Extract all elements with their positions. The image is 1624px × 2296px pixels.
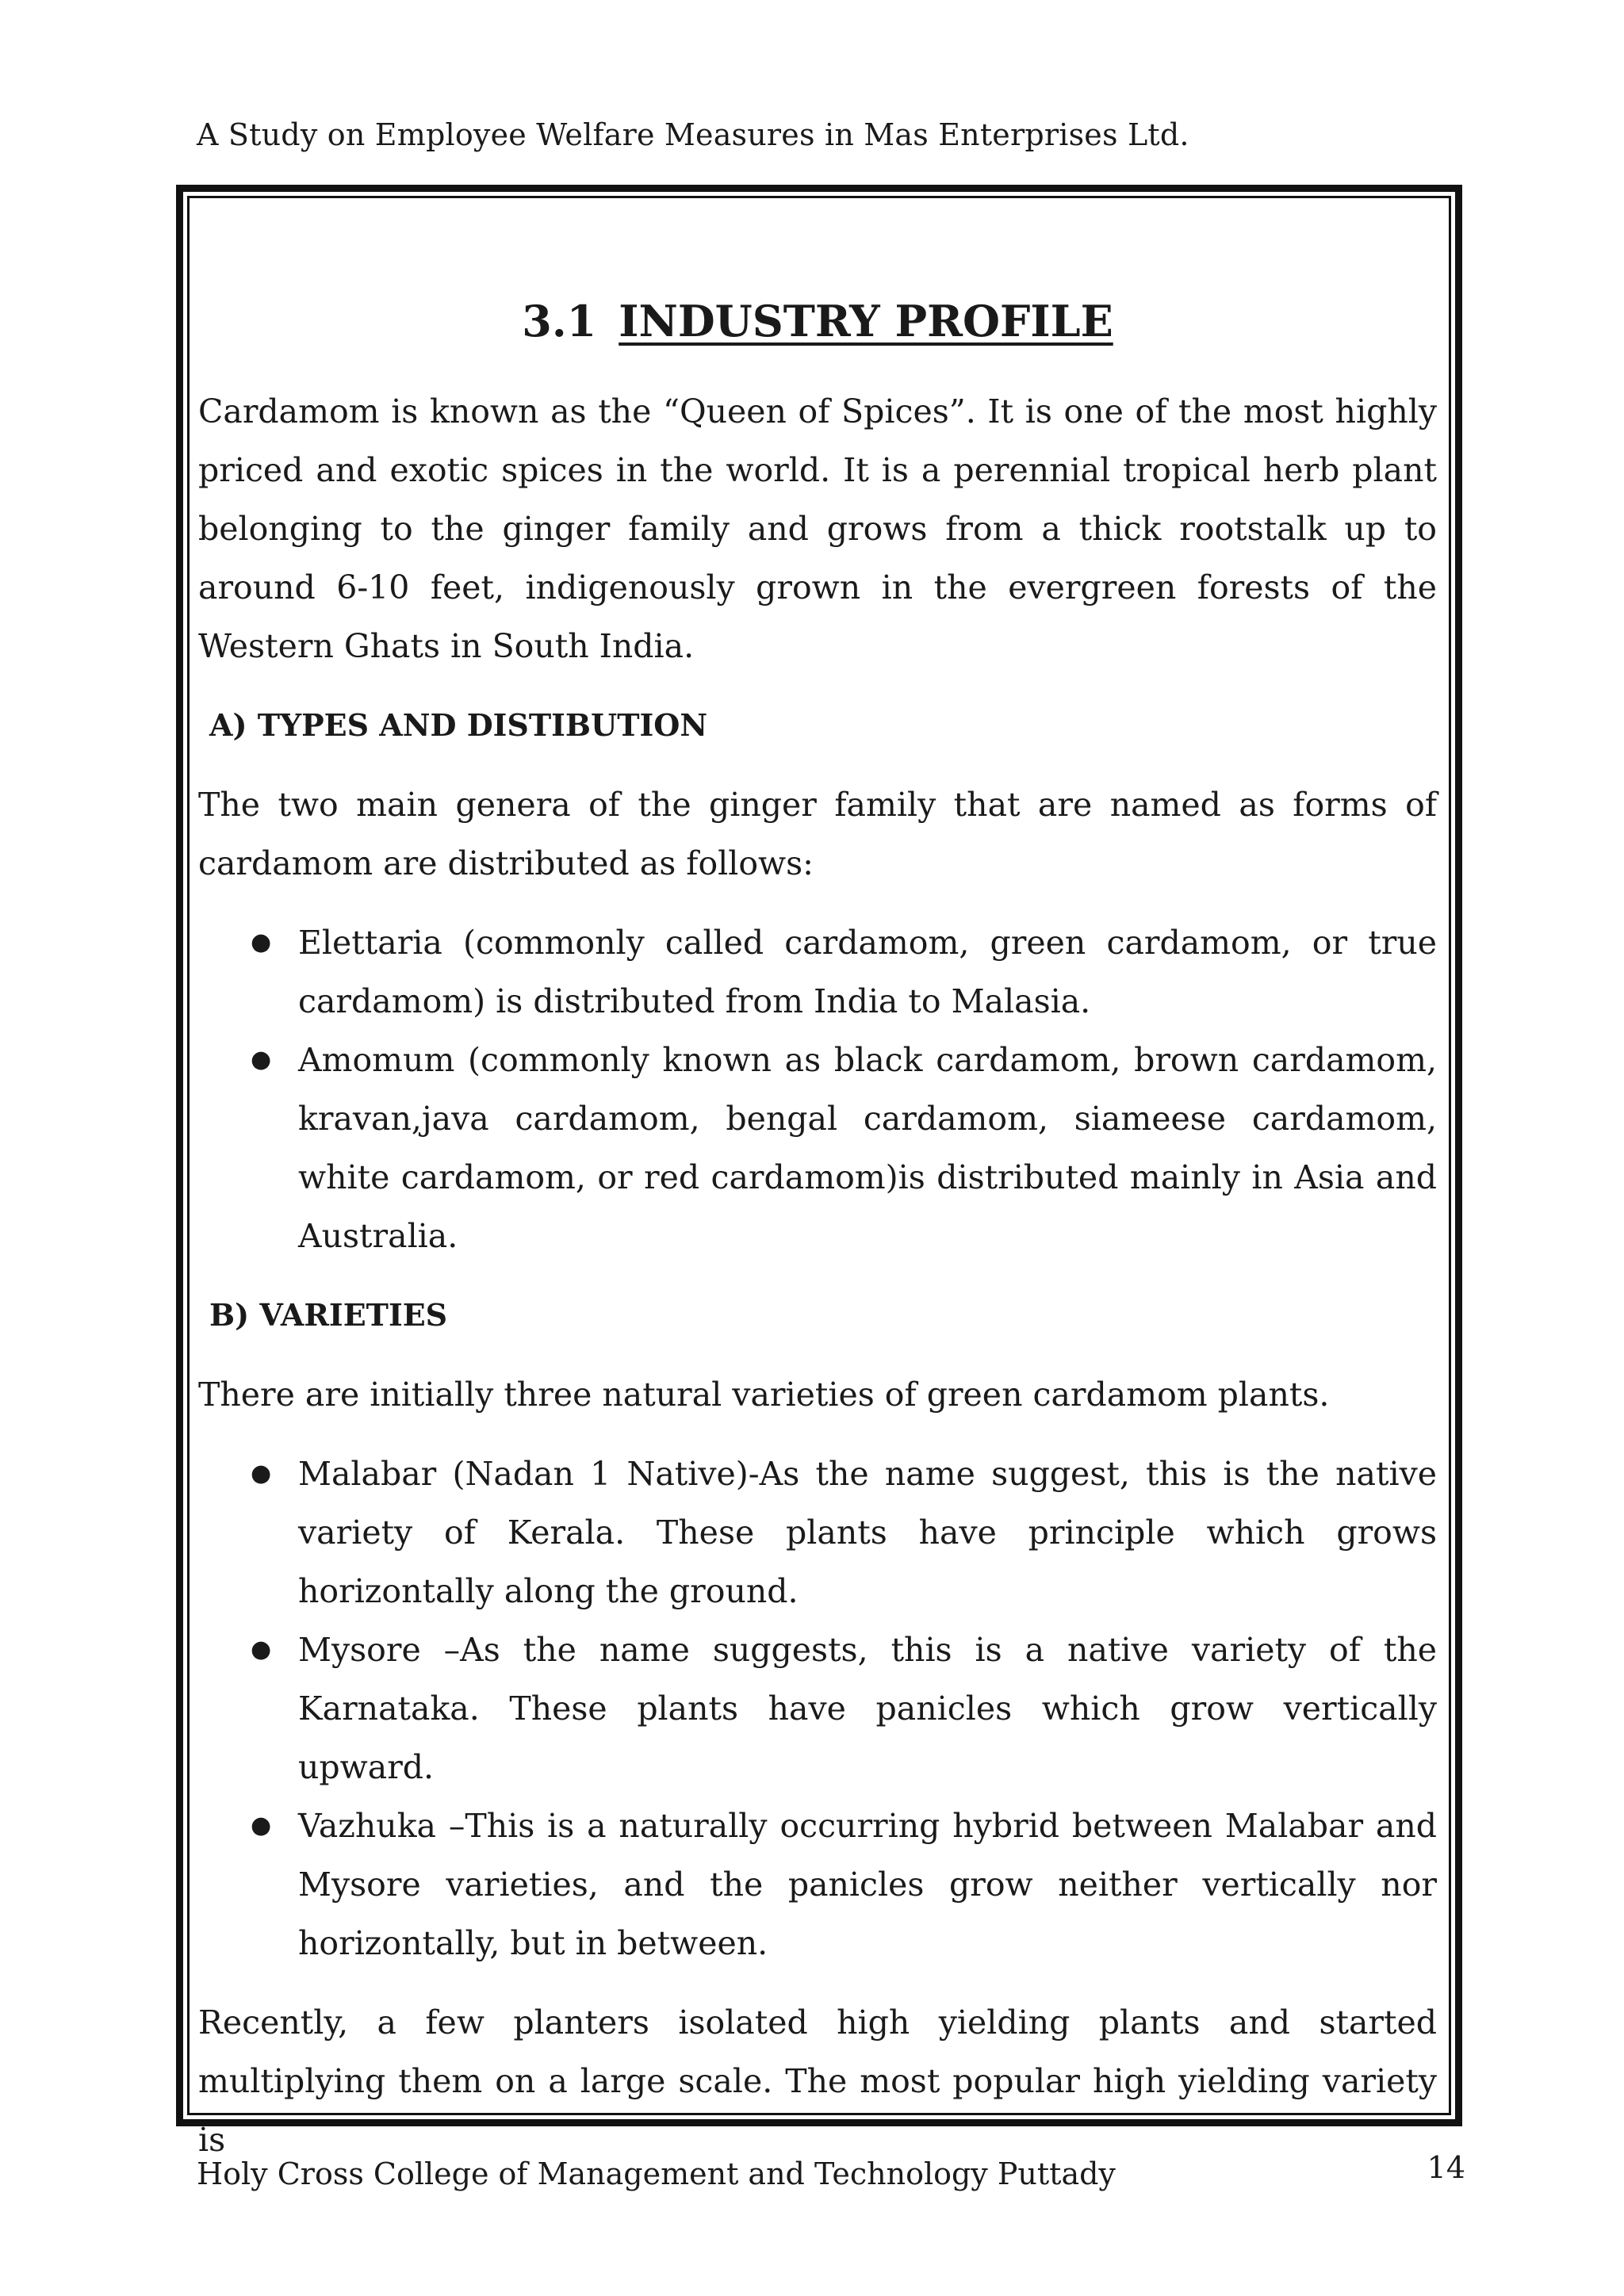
bullet-icon: ● — [251, 1812, 272, 1839]
page-content — [198, 293, 1437, 2169]
section-title — [198, 293, 1437, 349]
list-item-text: Mysore –As the name suggests, this is a native variety of the Karnataka. These plants have panicles which grow vertically upward. — [298, 1631, 1437, 1786]
list-item-text: Elettaria (commonly called cardamom, green cardamom, or true cardamom) is distributed from India to Malasia. — [298, 924, 1437, 1020]
list-item-text: Vazhuka –This is a naturally occurring hybrid between Malabar and Mysore varieties, and the panicles grow neither vertically nor horizontally, but in between. — [298, 1807, 1437, 1962]
list-item-text: Amomum (commonly known as black cardamom, brown cardamom, kravan,java cardamom, bengal cardamom, siameese cardamom, white cardamom, or red cardamom)is distributed mainly in Asia and Australia. — [298, 1041, 1437, 1255]
types-list — [198, 913, 1437, 1265]
types-lead: The two main genera of the ginger family that are named as forms of cardamom are distributed as follows: — [198, 786, 1437, 882]
page-number: 14 — [1427, 2150, 1465, 2185]
section-number: 3.1 — [522, 296, 597, 346]
types-heading: A) TYPES AND DISTIBUTION — [209, 707, 708, 743]
bullet-icon: ● — [251, 1636, 272, 1663]
bullet-icon: ● — [251, 928, 272, 956]
list-item — [198, 1445, 1437, 1621]
intro-paragraph: Cardamom is known as the “Queen of Spices”. It is one of the most highly priced and exotic spices in the world. It is a perennial tropical herb plant belonging to the ginger family and grows from a thick rootstalk up to around 6-10 feet, indigenously grown in the evergreen forests of the Western Ghats in South India. — [198, 392, 1437, 665]
list-item — [198, 1797, 1437, 1973]
running-header: A Study on Employee Welfare Measures in Mas Enterprises Ltd. — [197, 117, 1189, 152]
bullet-icon: ● — [251, 1046, 272, 1073]
list-item — [198, 1621, 1437, 1797]
list-item — [198, 1031, 1437, 1265]
bullet-icon: ● — [251, 1460, 272, 1487]
list-item — [198, 913, 1437, 1031]
varieties-heading: B) VARIETIES — [209, 1297, 448, 1333]
closing-paragraph: Recently, a few planters isolated high yielding plants and started multiplying them on a large scale. The most popular high yielding variety is — [198, 2003, 1437, 2159]
varieties-lead: There are initially three natural varieties of green cardamom plants. — [198, 1376, 1330, 1414]
list-item-text: Malabar (Nadan 1 Native)-As the name suggest, this is the native variety of Kerala. These plants have principle which grows horizontally along the ground. — [298, 1455, 1437, 1610]
section-title-text: INDUSTRY PROFILE — [619, 296, 1113, 346]
page-footer: Holy Cross College of Management and Technology Puttady — [197, 2156, 1116, 2191]
varieties-list — [198, 1445, 1437, 1973]
